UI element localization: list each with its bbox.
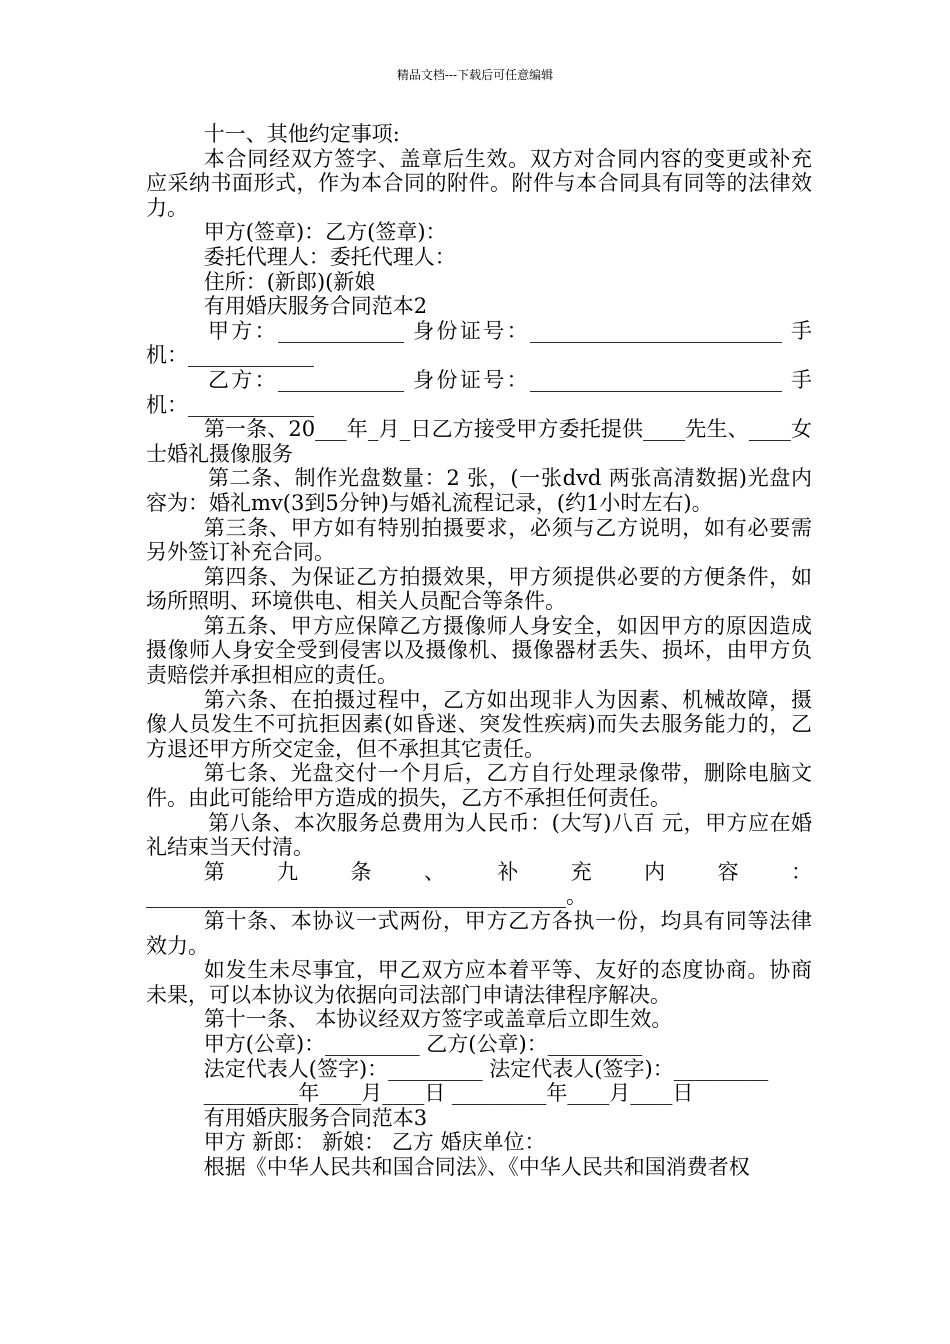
agent-line: 委托代理人：委托代理人： xyxy=(203,244,456,269)
clause-11: 第十一条、 本协议经双方签字或盖章后立即生效。 xyxy=(203,1007,673,1032)
seal-line: 甲方(公章)：_________ 乙方(公章)：_________ xyxy=(203,1031,643,1056)
page-header: 精品文档---下载后可任意编辑 xyxy=(396,68,554,82)
representative-line: 法定代表人(签字)：_________ 法定代表人(签字)：_________ xyxy=(203,1056,769,1081)
address-line: 住所：(新郎)(新娘 xyxy=(203,269,376,294)
legal-basis-paragraph: 根据《中华人民共和国合同法》、《中华人民共和国消费者权 xyxy=(203,1154,750,1179)
clause-6: 第六条、在拍摄过程中，乙方如出现非人为因素、机械故障，摄像人员发生不可抗拒因素(如昏迷、突发性疾病)而失去服务能力的，乙方退还甲方所交定金，但不承担其它责任。 xyxy=(146,687,812,761)
party-b-line: 乙方：____________ 身份证号：________________________ 手机：____________ xyxy=(146,367,812,417)
section-heading: 十一、其他约定事项: xyxy=(203,122,400,146)
dispute-paragraph: 如发生未尽事宜，甲乙双方应本着平等、友好的态度协商。协商未果，可以本协议为依据向司法部门申请法律程序解决。 xyxy=(146,958,812,1007)
paragraph: 本合同经双方签字、盖章后生效。双方对合同内容的变更或补充应采纳书面形式，作为本合同的附件。附件与本合同具有同等的法律效力。 xyxy=(146,146,812,220)
clause-8: 第八条、本次服务总费用为人民币：(大写)八百 元，甲方应在婚礼结束当天付清。 xyxy=(146,810,812,860)
clause-5: 第五条、甲方应保障乙方摄像师人身安全，如因甲方的原因造成摄像师人身安全受到侵害以及摄像机、摄像器材丢失、损坏，由甲方负责赔偿并承担相应的责任。 xyxy=(146,613,812,688)
clause-1: 第一条、20___年_月_日乙方接受甲方委托提供____先生、____女士婚礼摄像服务 xyxy=(146,417,812,466)
clause-2: 第二条、制作光盘数量：2 张，(一张dvd 两张高清数据)光盘内容为：婚礼mv(3到5分钟)与婚礼流程记录，(约1小时左右)。 xyxy=(146,466,812,515)
clause-7: 第七条、光盘交付一个月后，乙方自行处理录像带，删除电脑文件。由此可能给甲方造成的损失，乙方不承担任何责任。 xyxy=(146,761,812,811)
date-line: _________年____月____日 _________年____月____日 xyxy=(203,1081,694,1106)
clause-3: 第三条、甲方如有特别拍摄要求，必须与乙方说明，如有必要需另外签订补充合同。 xyxy=(146,515,812,565)
party-a-line: 甲方：____________ 身份证号：________________________ 手机：____________ xyxy=(146,318,812,368)
contract-title: 有用婚庆服务合同范本2 xyxy=(203,294,428,319)
clause-10: 第十条、本协议一式两份，甲方乙方各执一份，均具有同等法律效力。 xyxy=(146,909,812,958)
parties-line: 甲方 新郎： 新娘： 乙方 婚庆单位： xyxy=(203,1130,546,1155)
clause-9: 第九条、补充内容：________________________________________。 xyxy=(146,859,812,909)
document-body xyxy=(146,122,812,1180)
contract-title: 有用婚庆服务合同范本3 xyxy=(203,1105,428,1130)
signature-line: 甲方(签章)：乙方(签章)： xyxy=(203,220,447,245)
clause-4: 第四条、为保证乙方拍摄效果，甲方须提供必要的方便条件，如场所照明、环境供电、相关人员配合等条件。 xyxy=(146,564,812,614)
